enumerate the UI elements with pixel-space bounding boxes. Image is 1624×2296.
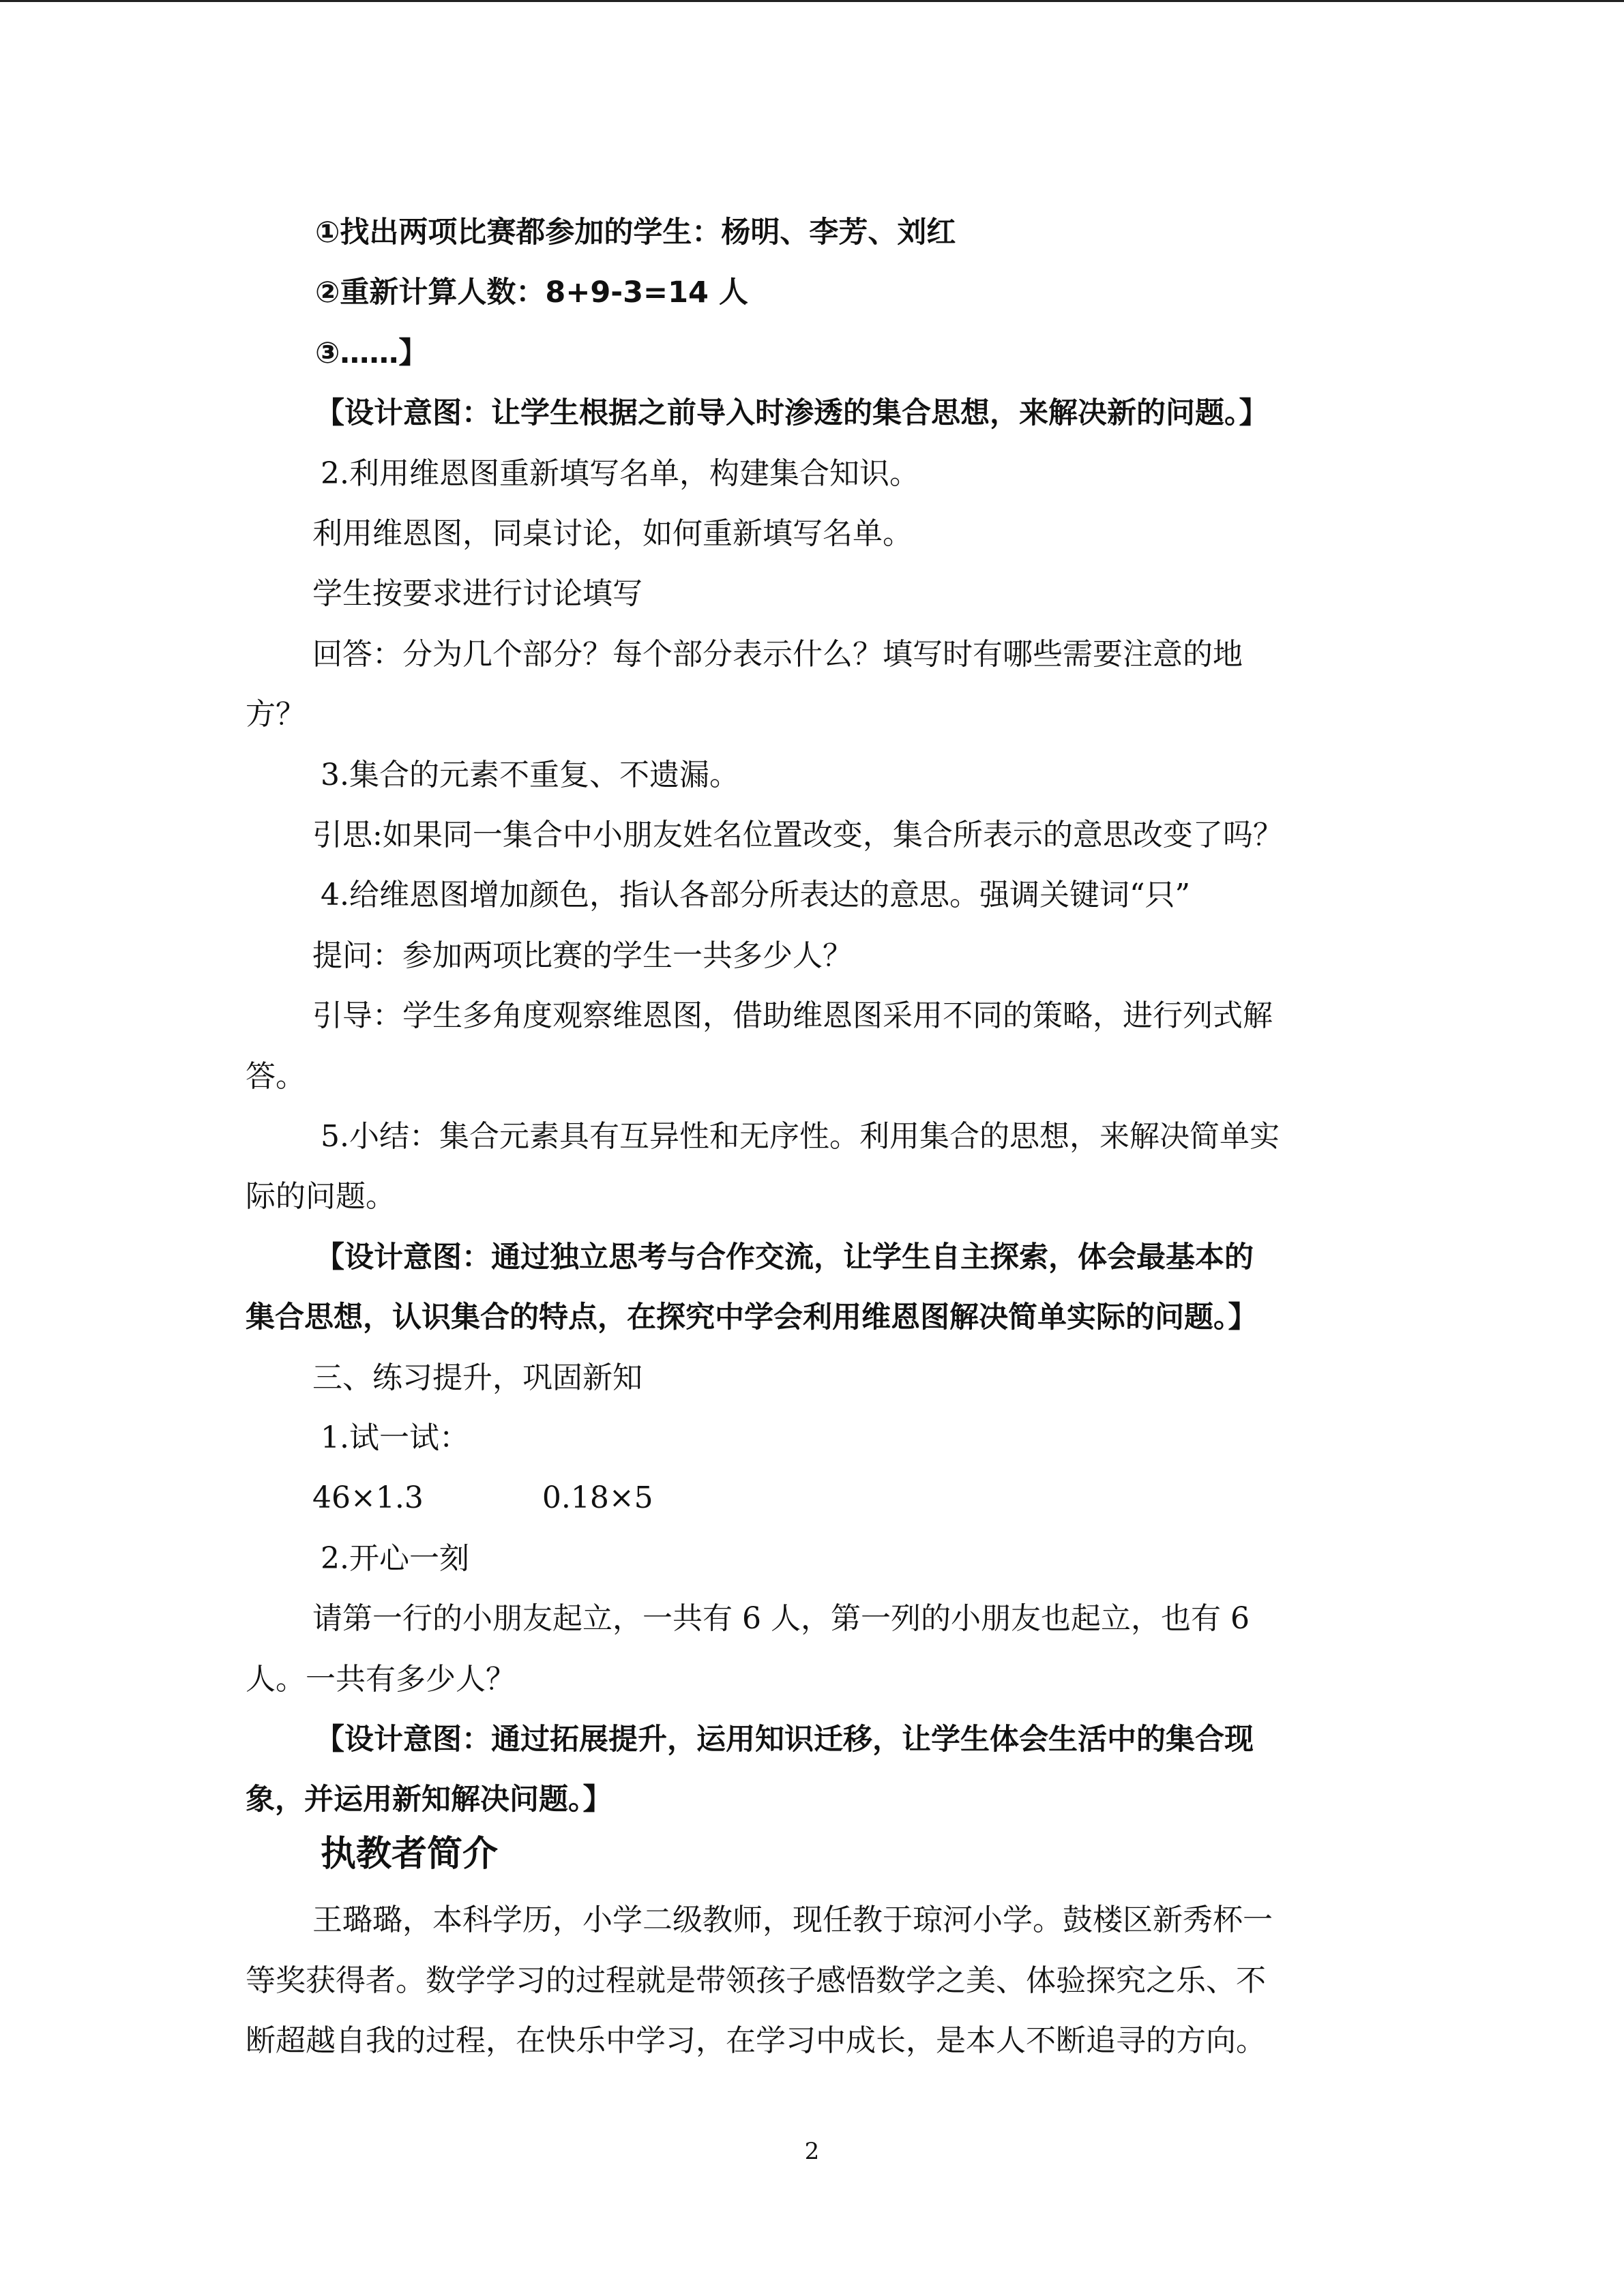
paragraph-elements: 3.集合的元素不重复、不遗漏。 xyxy=(321,758,739,792)
paragraph-stand-up: 请第一行的小朋友起立，一共有 6 人，第一列的小朋友也起立，也有 6 xyxy=(312,1601,1250,1636)
design-intent-3: 【设计意图：通过拓展提升，运用知识迁移，让学生体会生活中的集合现 xyxy=(315,1723,1254,1757)
teacher-bio-3: 断超越自我的过程，在快乐中学习，在学习中成长，是本人不断追寻的方向。 xyxy=(246,2023,1266,2058)
design-intent-1: 【设计意图：让学生根据之前导入时渗透的集合思想，来解决新的问题。】 xyxy=(315,396,1269,430)
step-more: ③……】 xyxy=(315,336,428,370)
paragraph-summary-cont: 际的问题。 xyxy=(246,1179,396,1214)
paragraph-try: 1.试一试： xyxy=(321,1420,469,1455)
paragraph-answer: 回答：分为几个部分？每个部分表示什么？填写时有哪些需要注意的地 xyxy=(312,637,1243,672)
design-intent-2: 【设计意图：通过独立思考与合作交流，让学生自主探索，体会最基本的 xyxy=(315,1240,1254,1274)
paragraph-reflect: 引思:如果同一集合中小朋友姓名位置改变，集合所表示的意思改变了吗？ xyxy=(312,818,1283,852)
paragraph-discuss: 利用维恩图，同桌讨论，如何重新填写名单。 xyxy=(312,516,913,551)
paragraph-question: 提问：参加两项比赛的学生一共多少人？ xyxy=(312,938,853,973)
design-intent-3-cont: 象，并运用新知解决问题。】 xyxy=(246,1783,612,1817)
paragraph-venn-fill: 2.利用维恩图重新填写名单，构建集合知识。 xyxy=(321,456,919,491)
page-number: 2 xyxy=(804,2138,820,2165)
paragraph-students-fill: 学生按要求进行讨论填写 xyxy=(312,576,643,611)
teacher-intro-heading: 执教者简介 xyxy=(321,1834,499,1875)
exercise-1: 46×1.3 xyxy=(312,1480,424,1515)
section-practice: 三、练习提升，巩固新知 xyxy=(312,1360,643,1395)
paragraph-guide-cont: 答。 xyxy=(246,1059,306,1094)
exercise-2: 0.18×5 xyxy=(542,1480,653,1515)
step-find-students: ①找出两项比赛都参加的学生：杨明、李芳、刘红 xyxy=(315,215,956,250)
paragraph-summary: 5.小结：集合元素具有互异性和无序性。利用集合的思想，来解决简单实 xyxy=(321,1119,1280,1154)
teacher-bio-1: 王璐璐，本科学历，小学二级教师，现任教于琼河小学。鼓楼区新秀杯一 xyxy=(312,1903,1273,1937)
design-intent-2-cont: 集合思想，认识集合的特点，在探究中学会利用维恩图解决简单实际的问题。】 xyxy=(246,1300,1258,1335)
paragraph-guide: 引导：学生多角度观察维恩图，借助维恩图采用不同的策略，进行列式解 xyxy=(312,998,1273,1033)
paragraph-answer-cont: 方？ xyxy=(246,697,306,732)
top-border-line xyxy=(0,0,1624,2)
paragraph-colors: 4.给维恩图增加颜色，指认各部分所表达的意思。强调关键词“只” xyxy=(321,878,1190,912)
math-exercises xyxy=(312,1478,653,1519)
step-recount: ②重新计算人数：8+9-3=14 人 xyxy=(315,275,748,310)
paragraph-stand-up-cont: 人。一共有多少人？ xyxy=(246,1662,516,1697)
paragraph-fun: 2.开心一刻 xyxy=(321,1541,469,1576)
teacher-bio-2: 等奖获得者。数学学习的过程就是带领孩子感悟数学之美、体验探究之乐、不 xyxy=(246,1963,1266,1998)
